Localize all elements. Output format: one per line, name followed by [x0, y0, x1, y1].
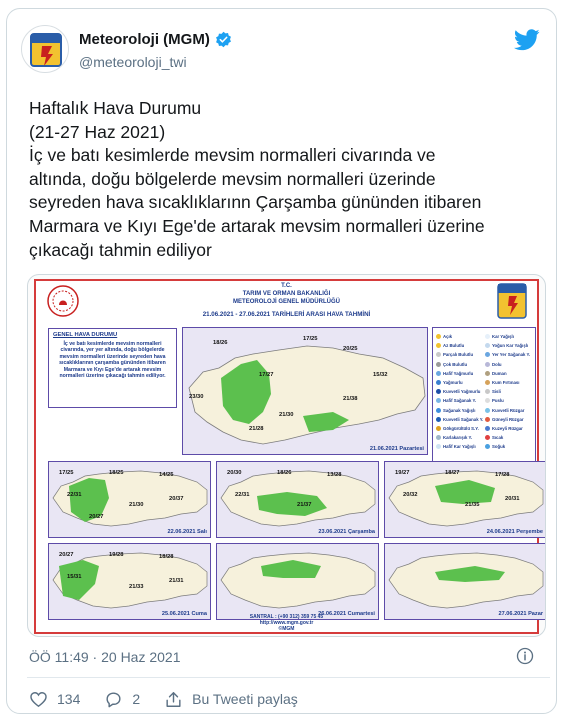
- temperature-label: 23/30: [189, 394, 204, 400]
- daily-forecast-map: [216, 461, 379, 538]
- tweet-line: (21-27 Haz 2021): [29, 121, 166, 142]
- tweet-line: Marmara ve Kıyı Ege'de artarak mevsim normalleri üzerine: [29, 215, 485, 236]
- weather-symbol-icon: [436, 362, 441, 367]
- weather-symbol-icon: [485, 417, 490, 422]
- legend-label: Güneyli Rüzgar: [492, 416, 524, 422]
- legend-label: Kuvvetli Rüzgar: [492, 407, 525, 413]
- legend-item: [485, 433, 535, 442]
- legend-label: Sağanak Yağışlı: [443, 407, 476, 413]
- weather-symbol-icon: [485, 426, 490, 431]
- legend-item: [436, 350, 486, 359]
- legend-item: [485, 424, 535, 433]
- tweet-card: [6, 8, 557, 714]
- map-date-label: 22.06.2021 Salı: [167, 529, 207, 535]
- temperature-label: 20/27: [59, 552, 74, 558]
- map-date-label: 23.06.2021 Çarşamba: [318, 529, 375, 535]
- legend-item: [436, 406, 486, 415]
- tweet-line: çıkacağı tahmin ediliyor: [29, 239, 212, 260]
- tweet-timestamp[interactable]: ÖÖ 11:49 · 20 Haz 2021: [29, 649, 181, 665]
- temperature-label: 20/27: [89, 514, 104, 520]
- legend-label: Parçalı Bulutlu: [443, 352, 474, 358]
- temperature-label: 20/32: [403, 492, 418, 498]
- legend-label: Açık: [443, 334, 453, 340]
- daily-forecast-map: [48, 543, 211, 620]
- tweet-header: [21, 23, 544, 79]
- poster-footer: [36, 614, 537, 632]
- legend-item: [436, 378, 486, 387]
- legend-label: Kum Fırtınası: [492, 380, 520, 386]
- legend-label: Sıcak: [492, 435, 504, 441]
- reply-icon: [104, 690, 123, 709]
- temperature-label: 17/28: [495, 472, 510, 478]
- temperature-label: 21/37: [297, 502, 312, 508]
- weather-symbol-icon: [485, 352, 490, 357]
- temperature-label: 13/28: [327, 472, 342, 478]
- weather-symbol-icon: [436, 371, 441, 376]
- twitter-bird-icon[interactable]: [514, 29, 540, 51]
- legend-label: Soğuk: [492, 444, 506, 450]
- tweet-line: seyreden hava sıcaklıklarınn Çarşamba gününden itibaren: [29, 192, 482, 213]
- weather-symbol-icon: [485, 371, 490, 376]
- legend-label: Hafif Yağmurlu: [443, 370, 474, 376]
- temperature-label: 18/26: [277, 470, 292, 476]
- weather-symbol-icon: [436, 380, 441, 385]
- weather-symbol-icon: [436, 426, 441, 431]
- weather-symbol-icon: [436, 352, 441, 357]
- legend-item: [436, 360, 486, 369]
- legend-item: [485, 415, 535, 424]
- temperature-label: 21/28: [249, 426, 264, 432]
- poster-header-line: TARIM VE ORMAN BAKANLIĞI: [242, 291, 331, 297]
- poster-header-line: METEOROLOJİ GENEL MÜDÜRLÜĞÜ: [233, 299, 340, 305]
- weather-symbol-icon: [436, 398, 441, 403]
- summary-title: GENEL HAVA DURUMU: [53, 332, 118, 338]
- legend-item: [436, 424, 486, 433]
- map-date-label: 27.06.2021 Pazar: [498, 611, 543, 617]
- legend-label: Yoğun Kar Yağışlı: [492, 343, 529, 349]
- reply-button[interactable]: [104, 690, 140, 709]
- legend-label: Kuvvetli Sağanak Y.: [443, 416, 484, 422]
- avatar[interactable]: [21, 25, 69, 73]
- legend-label: Az Bulutlu: [443, 343, 465, 349]
- legend-label: Kuzeyli Rüzgar: [492, 425, 523, 431]
- legend-item: [485, 341, 535, 350]
- poster-header: [36, 281, 537, 321]
- map-date-label: 21.06.2021 Pazartesi: [369, 446, 424, 452]
- daily-forecast-map: [48, 461, 211, 538]
- weather-symbol-icon: [436, 435, 441, 440]
- legend-item: [436, 341, 486, 350]
- reply-count: 2: [132, 691, 141, 707]
- poster-header-line: T.C.: [281, 283, 292, 289]
- temperature-label: 17/25: [303, 336, 318, 342]
- temperature-label: 18/28: [159, 554, 174, 560]
- weather-symbol-icon: [485, 343, 490, 348]
- like-button[interactable]: [29, 690, 80, 709]
- info-icon[interactable]: [516, 647, 534, 665]
- weather-symbol-icon: [436, 343, 441, 348]
- legend-item: [485, 360, 535, 369]
- legend-item: [485, 442, 535, 451]
- legend-label: Sisli: [492, 389, 501, 395]
- legend-label: Dolu: [492, 361, 502, 367]
- legend-item: [436, 415, 486, 424]
- weather-symbol-icon: [485, 334, 490, 339]
- legend-item: [436, 442, 486, 451]
- legend-label: Duman: [492, 370, 507, 376]
- temperature-label: 21/38: [343, 396, 358, 402]
- weather-symbol-icon: [436, 444, 441, 449]
- map-date-label: 25.06.2021 Cuma: [161, 611, 207, 617]
- general-weather-summary: [48, 328, 177, 408]
- temperature-label: 14/25: [159, 472, 174, 478]
- legend-item: [436, 387, 486, 396]
- footer-copyright: ©MGM: [278, 626, 295, 632]
- temperature-label: 20/37: [169, 496, 184, 502]
- legend-item: [485, 406, 535, 415]
- tweet-image[interactable]: [27, 274, 546, 637]
- temperature-label: 22/31: [235, 492, 250, 498]
- turkey-map-shape: [385, 544, 546, 620]
- legend-label: Gökgürültülü S.Y.: [443, 425, 479, 431]
- legend-column-right: [485, 332, 535, 451]
- temperature-label: 21/35: [465, 502, 480, 508]
- temperature-label: 18/25: [109, 470, 124, 476]
- temperature-label: 21/30: [129, 502, 144, 508]
- temperature-label: 15/31: [67, 574, 82, 580]
- temperature-label: 21/30: [279, 412, 294, 418]
- weather-symbol-icon: [485, 398, 490, 403]
- legend-label: Hafif Kar Yağışlı: [443, 444, 476, 450]
- weather-poster: [34, 279, 543, 634]
- daily-forecast-map: [216, 543, 379, 620]
- poster-date-range: 21.06.2021 - 27.06.2021 TARİHLERİ ARASI HAVA TAHMİNİ: [202, 311, 371, 318]
- account-handle[interactable]: @meteoroloji_twi: [79, 54, 187, 70]
- temperature-label: 20/25: [343, 346, 358, 352]
- legend-item: [436, 433, 486, 442]
- summary-text: İç ve batı kesimlerde mevsim normalleri civarında, yer yer altında, doğu bölgelerde mevsim normalleri üzerinde seyreden hava sıcaklıklarının çarşamba gününden itibaren Marmara ve Kıyı Ege'de artarak mevsim normalleri üzerine çıkacağı tahmin ediliyor.: [59, 341, 166, 380]
- heart-icon: [29, 690, 48, 709]
- tweet-line: altında, doğu bölgelerde mevsim normalleri üzerinde: [29, 168, 436, 189]
- tweet-actions: [29, 688, 322, 710]
- daily-forecast-map: [384, 461, 546, 538]
- temperature-label: 21/31: [169, 578, 184, 584]
- legend-item: [485, 350, 535, 359]
- weather-symbol-icon: [485, 435, 490, 440]
- share-icon: [164, 690, 183, 709]
- weather-symbol-icon: [485, 389, 490, 394]
- temperature-label: 19/28: [109, 552, 124, 558]
- legend-item: [436, 396, 486, 405]
- weather-symbol-icon: [436, 417, 441, 422]
- weather-symbol-icon: [436, 408, 441, 413]
- legend-label: Çok Bulutlu: [443, 361, 468, 367]
- legend-label: Puslu: [492, 398, 504, 404]
- legend-item: [485, 332, 535, 341]
- tweet-line: Haftalık Hava Durumu: [29, 98, 202, 118]
- main-forecast-map: [182, 327, 428, 455]
- legend-label: Kuvvetli Yağmurlu: [443, 389, 481, 395]
- temperature-label: 17/25: [59, 470, 74, 476]
- share-button[interactable]: [164, 690, 298, 709]
- temperature-label: 18/27: [445, 470, 460, 476]
- temperature-label: 22/31: [67, 492, 82, 498]
- legend-column-left: [436, 332, 486, 451]
- legend-label: Yağmurlu: [443, 380, 463, 386]
- temperature-label: 21/33: [129, 584, 144, 590]
- legend-item: [436, 369, 486, 378]
- legend-label: Karlakarışık Y.: [443, 435, 473, 441]
- turkey-map-shape: [183, 328, 428, 455]
- legend-item: [485, 396, 535, 405]
- legend-label: Kar Yağışlı: [492, 334, 514, 340]
- legend-item: [485, 378, 535, 387]
- weather-symbol-icon: [485, 362, 490, 367]
- footer-website: http://www.mgm.gov.tr: [259, 620, 314, 626]
- mgm-logo-icon: [22, 26, 69, 73]
- turkey-map-shape: [217, 544, 379, 620]
- legend-label: Yer Yer Sağanak Y.: [492, 352, 531, 358]
- display-name[interactable]: Meteoroloji (MGM): [79, 31, 210, 48]
- weather-symbol-icon: [485, 380, 490, 385]
- map-date-label: 26.06.2021 Cumartesi: [318, 611, 375, 617]
- temperature-label: 20/30: [227, 470, 242, 476]
- temperature-label: 20/31: [505, 496, 520, 502]
- legend-label: Hafif Sağanak Y.: [443, 398, 477, 404]
- map-date-label: 24.06.2021 Perşembe: [486, 529, 543, 535]
- footer-phone: SANTRAL : (+90 312) 359 75 45: [249, 614, 324, 620]
- legend-item: [485, 387, 535, 396]
- weather-symbol-icon: [485, 444, 490, 449]
- temperature-label: 15/32: [373, 372, 388, 378]
- temperature-label: 19/27: [395, 470, 410, 476]
- share-label: Bu Tweeti paylaş: [192, 691, 298, 707]
- verified-badge-icon: [215, 31, 232, 48]
- legend-item: [436, 332, 486, 341]
- actions-divider: [27, 677, 550, 678]
- temperature-label: 18/26: [213, 340, 228, 346]
- weather-symbol-icon: [485, 408, 490, 413]
- weather-symbol-icon: [436, 334, 441, 339]
- temperature-label: 17/27: [259, 372, 274, 378]
- weather-symbol-icon: [436, 389, 441, 394]
- legend-item: [485, 369, 535, 378]
- mgm-poster-logo-icon: [497, 283, 527, 319]
- like-count: 134: [57, 691, 81, 707]
- tweet-line: İç ve batı kesimlerde mevsim normalleri civarında ve: [29, 145, 436, 166]
- daily-forecast-map: [384, 543, 546, 620]
- tweet-text: [29, 97, 544, 262]
